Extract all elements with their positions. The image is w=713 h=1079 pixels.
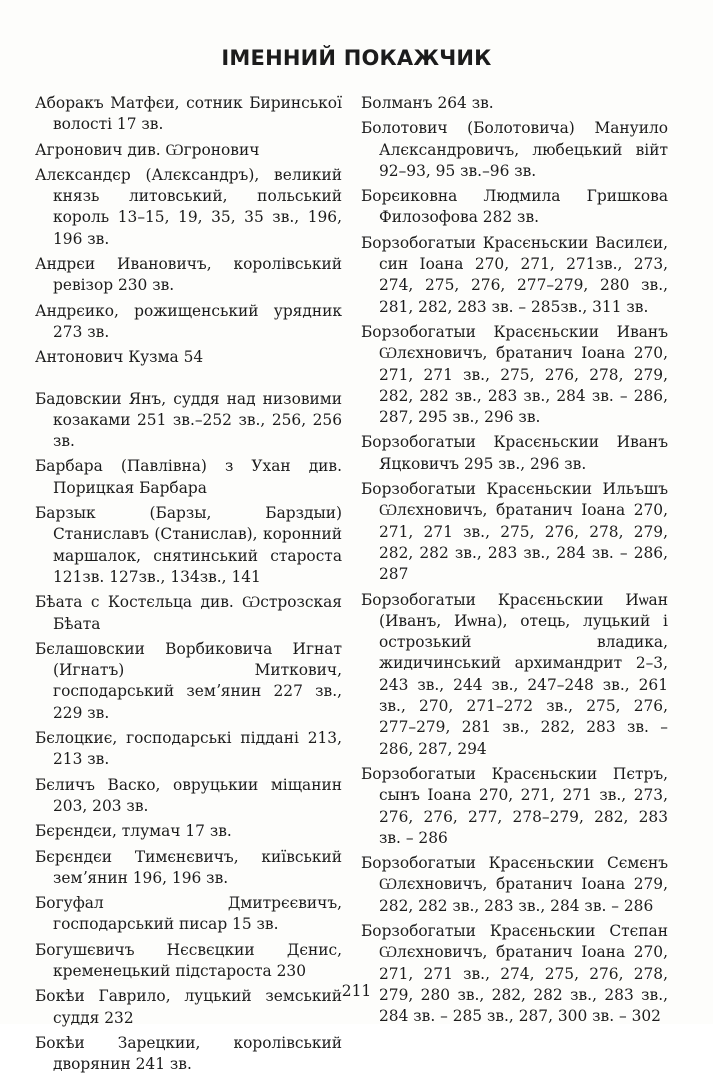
index-entry: Андрєико, рожищенський урядник 273 зв. <box>35 301 342 341</box>
index-entry: Богушєвичъ Нєсвєцкии Дєнис, кременецький підстароста 230 <box>35 940 342 980</box>
index-entry: Бокѣи Зарецкии, королівський дворянин 241 зв. <box>35 1033 342 1074</box>
index-entry: Борзобогатыи Красєньскии Сємєнъ Ѡлєхновичъ, братанич Іоана 279, 282, 282 зв., 283 зв., 284 зв. – 286 <box>361 854 668 915</box>
index-entry: Бадовскии Янъ, суддя над низовими козаками 251 зв.–252 зв., 256, 256 зв. <box>35 389 342 451</box>
index-entry: Борзобогатыи Красєньскии Иванъ Яцковичъ 295 зв., 296 зв. <box>361 433 668 473</box>
index-entry: Борзобогатыи Красєньскии Василєи, син Іоана 270, 271, 271зв., 273, 274, 275, 276, 277–279, 280 зв., 281, 282, 283 зв. – 285зв., 311 зв. <box>361 233 668 316</box>
index-entry: Бѣата с Костєльца див. Ѡстрозская Бѣата <box>35 593 342 633</box>
index-entry: Антонович Кузма 54 <box>35 348 204 367</box>
index-entry: Болотович (Болотовича) Мануило Алєксандровичъ, любецький війт 92–93, 95 зв.–96 зв. <box>361 119 668 180</box>
index-entry: Богуфал Дмитрєєвичъ, господарський писар 15 зв. <box>35 894 342 934</box>
index-entry: Борзобогатыи Красєньскии Стєпан Ѡлєхновичъ, братанич Іоана 270, 271, 271 зв., 274, 275, 276, 278, 279, 280 зв., 282, 282 зв., 283 зв., 284 зв. – 285 зв., 287, 300 зв. – 302 <box>361 921 668 1026</box>
index-entry: Бєличъ Васко, овруцькии міщанин 203, 203 зв. <box>35 775 342 815</box>
index-entry: Борзобогатыи Красєньскии Пєтръ, сынъ Іоана 270, 271, 271 зв., 273, 276, 276, 277, 278–279, 282, 283 зв. – 286 <box>361 764 668 847</box>
index-entry: Барбара (Павлівна) з Ухан див. Порицкая Барбара <box>35 457 342 497</box>
index-entry: Бєрєндєи, тлумач 17 зв. <box>35 822 232 841</box>
index-entry: Агронович див. Ѡгронович <box>35 140 260 159</box>
index-entry: Борзобогатыи Красєньскии Иванъ Ѡлєхновичъ, братанич Іоана 270, 271, 271 зв., 275, 276, 278, 279, 282, 282 зв., 283 зв., 284 зв. – 286, 287, 295 зв., 296 зв. <box>361 322 668 427</box>
page-title: ІМЕННИЙ ПОКАЖЧИК <box>221 46 492 70</box>
index-entry: Андрєи Ивановичъ, королівський ревізор 230 зв. <box>35 255 342 295</box>
index-entry: Аборакъ Матфєи, сотник Биринської волості 17 зв. <box>35 94 342 134</box>
index-column-right <box>361 93 668 1031</box>
index-entry: Барзык (Барзы, Барздыи) Станиславъ (Станислав), коронний маршалок, снятинський староста 121зв. 127зв., 134зв., 141 <box>35 504 342 586</box>
index-entry: Болманъ 264 зв. <box>361 94 494 112</box>
index-entry: Борзобогатыи Красєньскии Ильъшъ Ѡлєхновичъ, братанич Іоана 270, 271, 271 зв., 275, 276, 278, 279, 282, 282 зв., 283 зв., 284 зв. – 286, 287 <box>361 480 668 584</box>
index-column-left <box>35 93 342 1079</box>
index-entry: Борєиковна Людмила Гришкова Филозофова 282 зв. <box>361 187 668 227</box>
index-entry: Бєрєндєи Тимєнєвичъ, київський земʼянин 196, 196 зв. <box>35 847 342 887</box>
index-entry: Бєлашовскии Ворбиковича Игнат (Игнатъ) Миткович, господарський земʼянин 227 зв., 229 зв. <box>35 639 342 722</box>
index-entry: Бєлоцкиє, господарські піддані 213, 213 зв. <box>35 729 342 769</box>
index-entry: Борзобогатыи Красєньскии Иѡан (Иванъ, Иѡна), отець, луцький і острозький владика, жидичинський архимандрит 2–3, 243 зв., 244 зв., 247–248 зв., 261 зв., 270, 271–272 зв., 275, 276, 277–279, 281 зв., 282, 283 зв. – 286, 287, 294 <box>361 590 668 758</box>
index-entry: Алєксандєр (Алєксандръ), великий князь литовський, польський король 13–15, 19, 35, 35 зв., 196, 196 зв. <box>35 165 342 248</box>
page-number: 211 <box>341 982 372 1000</box>
index-entry: Бокѣи Гаврило, луцький земський суддя 232 <box>35 987 342 1027</box>
